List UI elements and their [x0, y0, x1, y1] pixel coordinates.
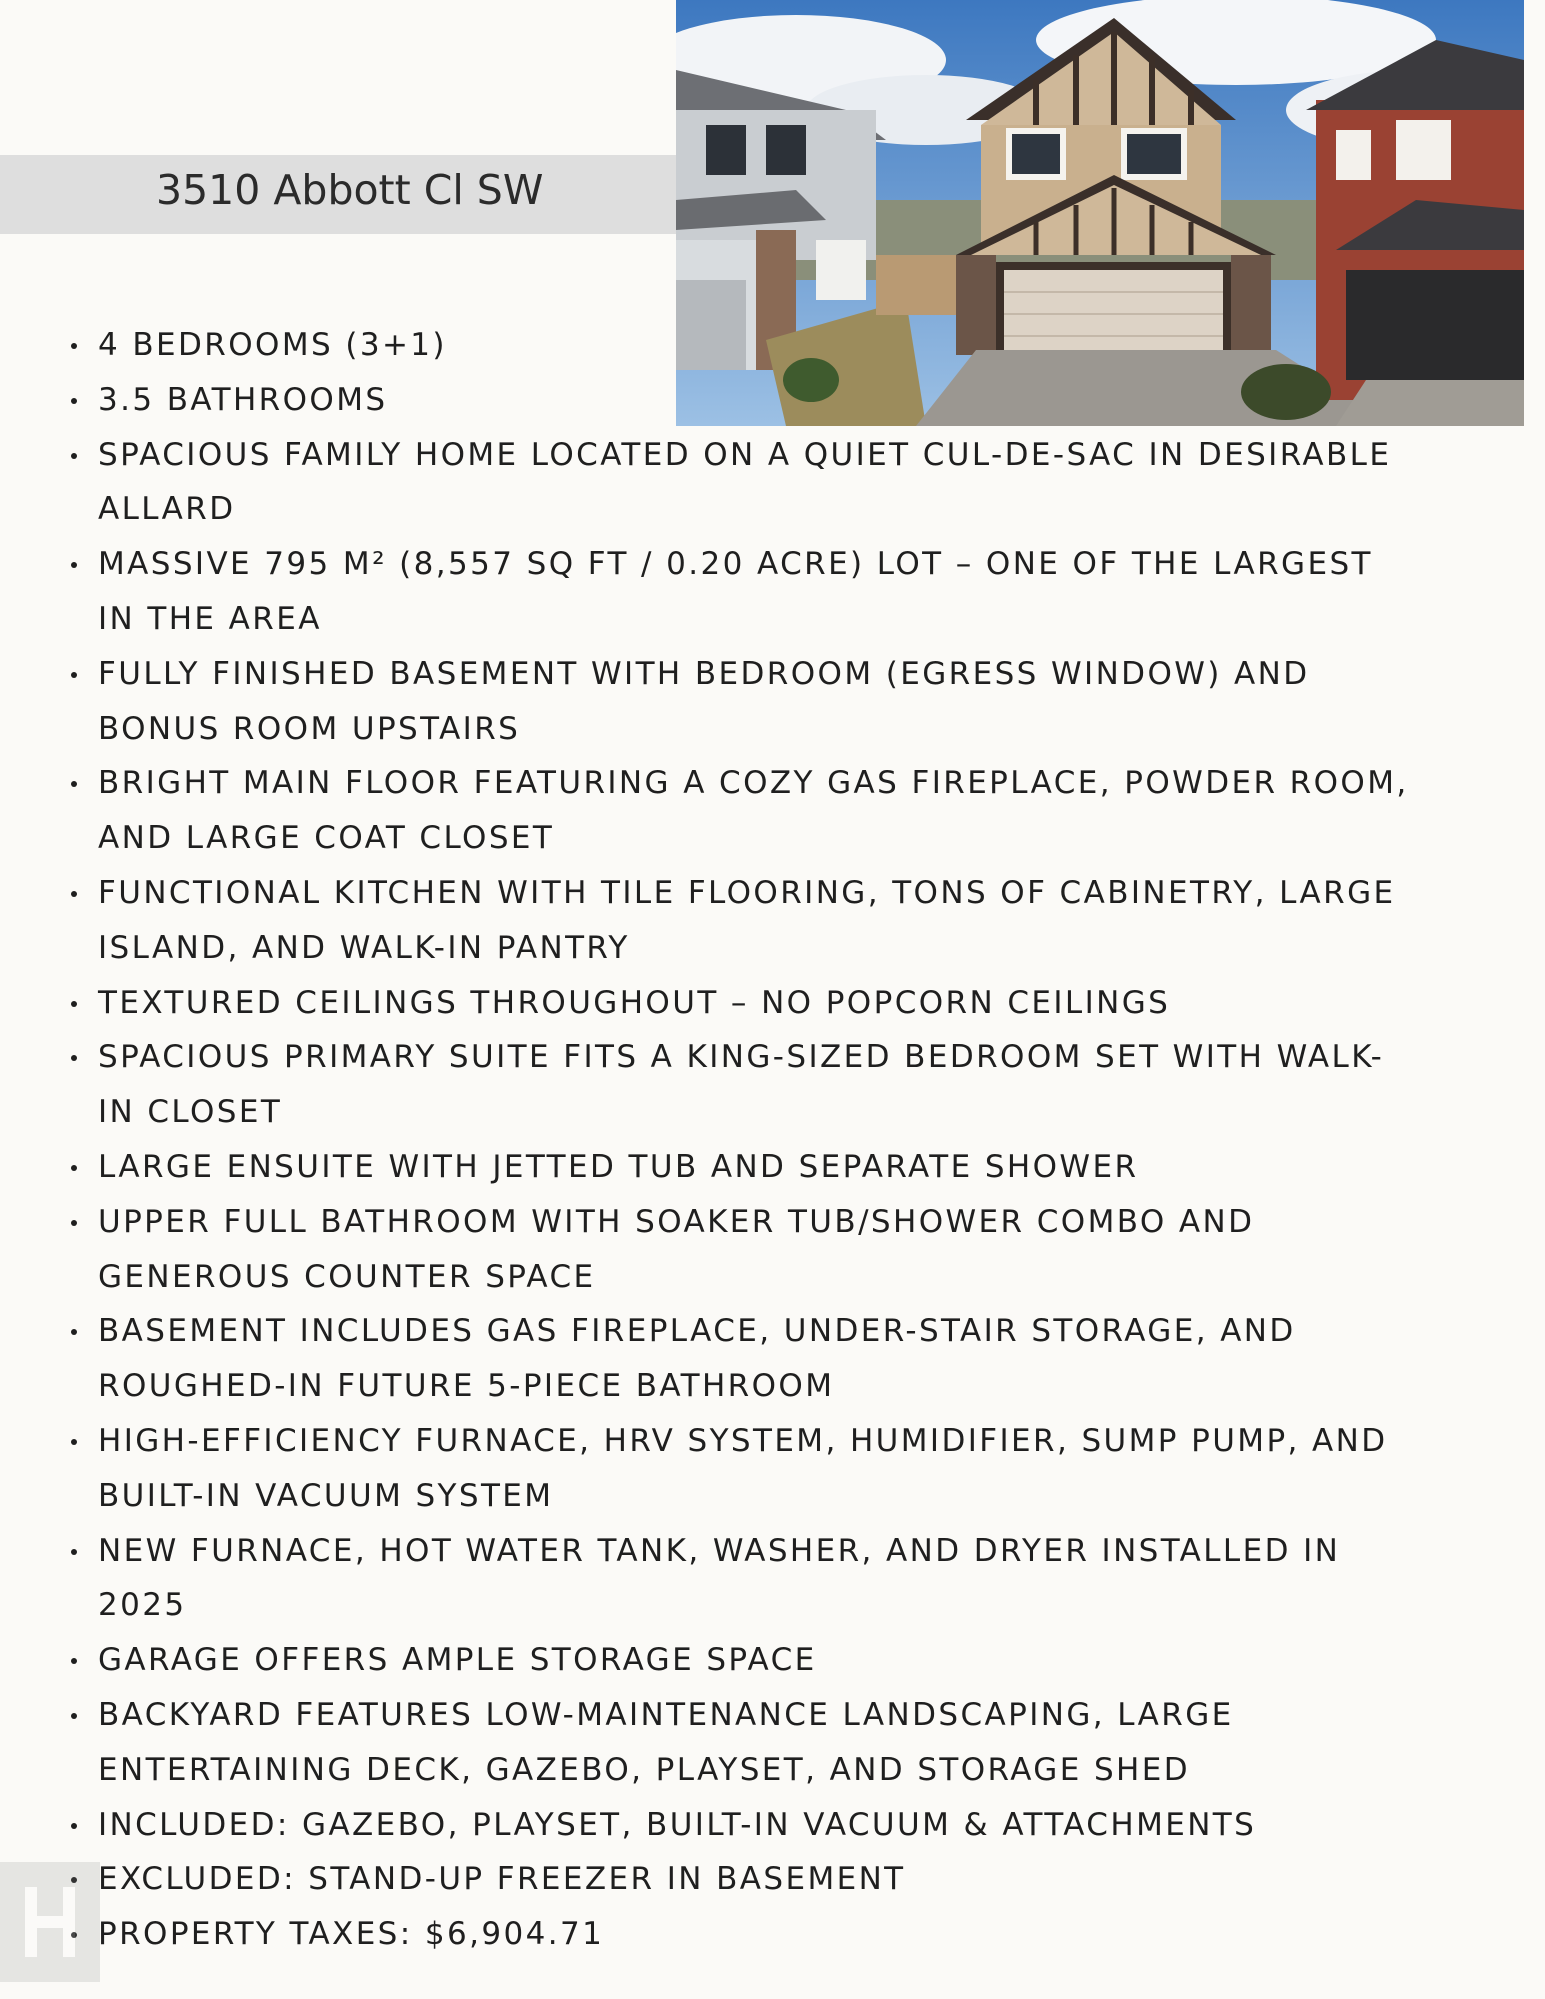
list-item: 3.5 BATHROOMS [0, 373, 1410, 428]
list-item: EXCLUDED: STAND-UP FREEZER IN BASEMENT [0, 1852, 1410, 1907]
list-item: BASEMENT INCLUDES GAS FIREPLACE, UNDER-STAIR STORAGE, AND ROUGHED-IN FUTURE 5-PIECE BATHROOM [0, 1304, 1410, 1414]
list-item: BRIGHT MAIN FLOOR FEATURING A COZY GAS FIREPLACE, POWDER ROOM, AND LARGE COAT CLOSET [0, 756, 1410, 866]
list-item: MASSIVE 795 M² (8,557 SQ FT / 0.20 ACRE) LOT – ONE OF THE LARGEST IN THE AREA [0, 537, 1410, 647]
list-item: BACKYARD FEATURES LOW-MAINTENANCE LANDSCAPING, LARGE ENTERTAINING DECK, GAZEBO, PLAYSET, AND STORAGE SHED [0, 1688, 1410, 1798]
list-item: 4 BEDROOMS (3+1) [0, 318, 1410, 373]
list-item: FULLY FINISHED BASEMENT WITH BEDROOM (EGRESS WINDOW) AND BONUS ROOM UPSTAIRS [0, 647, 1410, 757]
list-item: INCLUDED: GAZEBO, PLAYSET, BUILT-IN VACUUM & ATTACHMENTS [0, 1798, 1410, 1853]
brokerage-logo-icon [0, 1862, 100, 1982]
list-item: HIGH-EFFICIENCY FURNACE, HRV SYSTEM, HUMIDIFIER, SUMP PUMP, AND BUILT-IN VACUUM SYSTEM [0, 1414, 1410, 1524]
list-item: SPACIOUS PRIMARY SUITE FITS A KING-SIZED BEDROOM SET WITH WALK-IN CLOSET [0, 1030, 1410, 1140]
property-address: 3510 Abbott Cl SW [156, 166, 544, 214]
list-item: SPACIOUS FAMILY HOME LOCATED ON A QUIET CUL-DE-SAC IN DESIRABLE ALLARD [0, 428, 1410, 538]
features-list [0, 318, 1410, 1962]
list-item: UPPER FULL BATHROOM WITH SOAKER TUB/SHOWER COMBO AND GENEROUS COUNTER SPACE [0, 1195, 1410, 1305]
list-item: GARAGE OFFERS AMPLE STORAGE SPACE [0, 1633, 1410, 1688]
list-item: PROPERTY TAXES: $6,904.71 [0, 1907, 1410, 1962]
list-item: LARGE ENSUITE WITH JETTED TUB AND SEPARATE SHOWER [0, 1140, 1410, 1195]
list-item: TEXTURED CEILINGS THROUGHOUT – NO POPCORN CEILINGS [0, 976, 1410, 1031]
list-item: FUNCTIONAL KITCHEN WITH TILE FLOORING, TONS OF CABINETRY, LARGE ISLAND, AND WALK-IN PANTRY [0, 866, 1410, 976]
list-item: NEW FURNACE, HOT WATER TANK, WASHER, AND DRYER INSTALLED IN 2025 [0, 1524, 1410, 1634]
